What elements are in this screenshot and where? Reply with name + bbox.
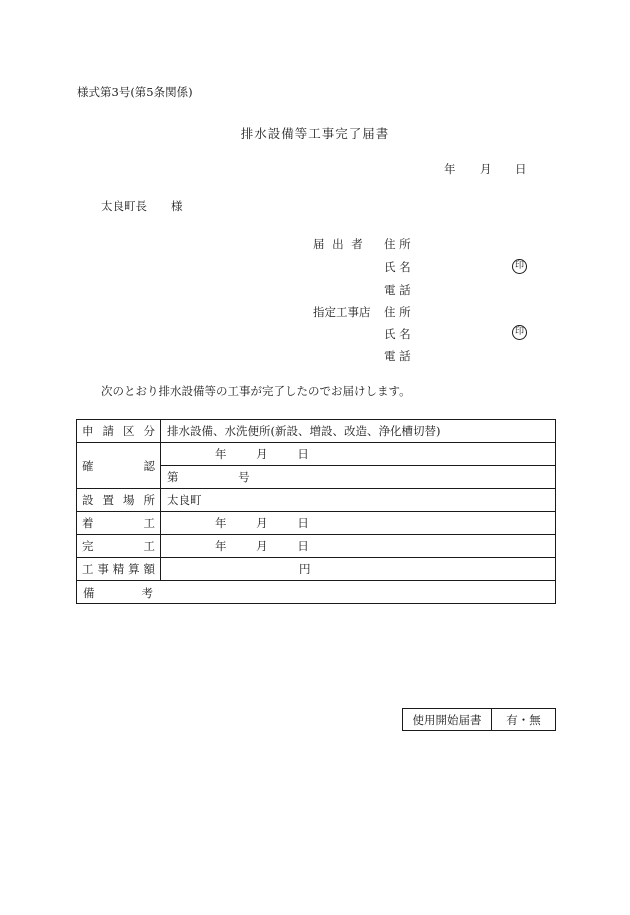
date-month: 月 xyxy=(480,162,492,176)
application-type-label xyxy=(77,420,161,443)
intro-text: 次のとおり排水設備等の工事が完了したのでお届けします。 xyxy=(101,384,411,398)
row-cost xyxy=(77,558,556,581)
application-type-label-text: 申 請 区 分 xyxy=(82,424,155,438)
row-completion xyxy=(77,535,556,558)
applicant-address-label: 住 所 xyxy=(384,237,411,251)
form-number: 様式第3号(第5条関係) xyxy=(77,85,193,99)
confirmation-month: 月 xyxy=(256,447,268,461)
row-location xyxy=(77,489,556,512)
row-start xyxy=(77,512,556,535)
addressee-honorific: 様 xyxy=(171,199,183,213)
confirmation-label-text: 確 認 xyxy=(82,458,155,473)
confirmation-label xyxy=(77,443,161,489)
completion-year: 年 xyxy=(215,539,227,553)
cost-label xyxy=(77,558,161,581)
start-day: 日 xyxy=(297,516,309,530)
start-label-text: 着 工 xyxy=(82,516,155,530)
document-title: 排水設備等工事完了届書 xyxy=(240,126,390,141)
confirmation-dai: 第 xyxy=(167,470,179,484)
location-label-text: 設 置 場 所 xyxy=(82,493,155,507)
contractor-label: 指定工事店 xyxy=(313,305,371,319)
usage-notice-box xyxy=(402,708,556,731)
completion-label-text: 完 工 xyxy=(82,539,155,553)
location-label xyxy=(77,489,161,512)
completion-table xyxy=(76,419,556,604)
applicant-label: 届 出 者 xyxy=(313,237,365,251)
start-date-cell xyxy=(161,512,556,535)
confirmation-day: 日 xyxy=(297,447,309,461)
completion-date-cell xyxy=(161,535,556,558)
start-month: 月 xyxy=(256,516,268,530)
applicant-name-label: 氏 名 xyxy=(384,260,411,274)
confirmation-date-cell xyxy=(161,443,556,466)
completion-month: 月 xyxy=(256,539,268,553)
confirmation-number-cell xyxy=(161,466,556,489)
applicant-seal-mark: 印 xyxy=(512,259,527,274)
usage-notice-value: 有・無 xyxy=(492,709,556,731)
start-label xyxy=(77,512,161,535)
remarks-label-text: 備 考 xyxy=(83,586,153,600)
row-remarks xyxy=(77,581,556,604)
date-year: 年 xyxy=(444,162,456,176)
addressee-name: 太良町長 xyxy=(101,199,147,213)
applicant-phone-label: 電 話 xyxy=(384,283,411,297)
contractor-seal-mark: 印 xyxy=(512,325,527,340)
application-type-value: 排水設備、水洗便所(新設、増設、改造、浄化槽切替) xyxy=(161,420,556,443)
cost-label-text: 工 事 精 算 額 xyxy=(82,562,155,576)
confirmation-go: 号 xyxy=(238,470,250,484)
cost-value-cell xyxy=(161,558,556,581)
cost-unit: 円 xyxy=(299,562,311,576)
remarks-cell xyxy=(77,581,556,604)
date-day: 日 xyxy=(515,162,527,176)
row-application-type xyxy=(77,420,556,443)
completion-day: 日 xyxy=(297,539,309,553)
confirmation-year: 年 xyxy=(215,447,227,461)
contractor-phone-label: 電 話 xyxy=(384,349,411,363)
usage-notice-label: 使用開始届書 xyxy=(403,709,492,731)
start-year: 年 xyxy=(215,516,227,530)
contractor-name-label: 氏 名 xyxy=(384,327,411,341)
row-confirmation-date xyxy=(77,443,556,466)
completion-label xyxy=(77,535,161,558)
contractor-address-label: 住 所 xyxy=(384,305,411,319)
location-value: 太良町 xyxy=(161,489,556,512)
